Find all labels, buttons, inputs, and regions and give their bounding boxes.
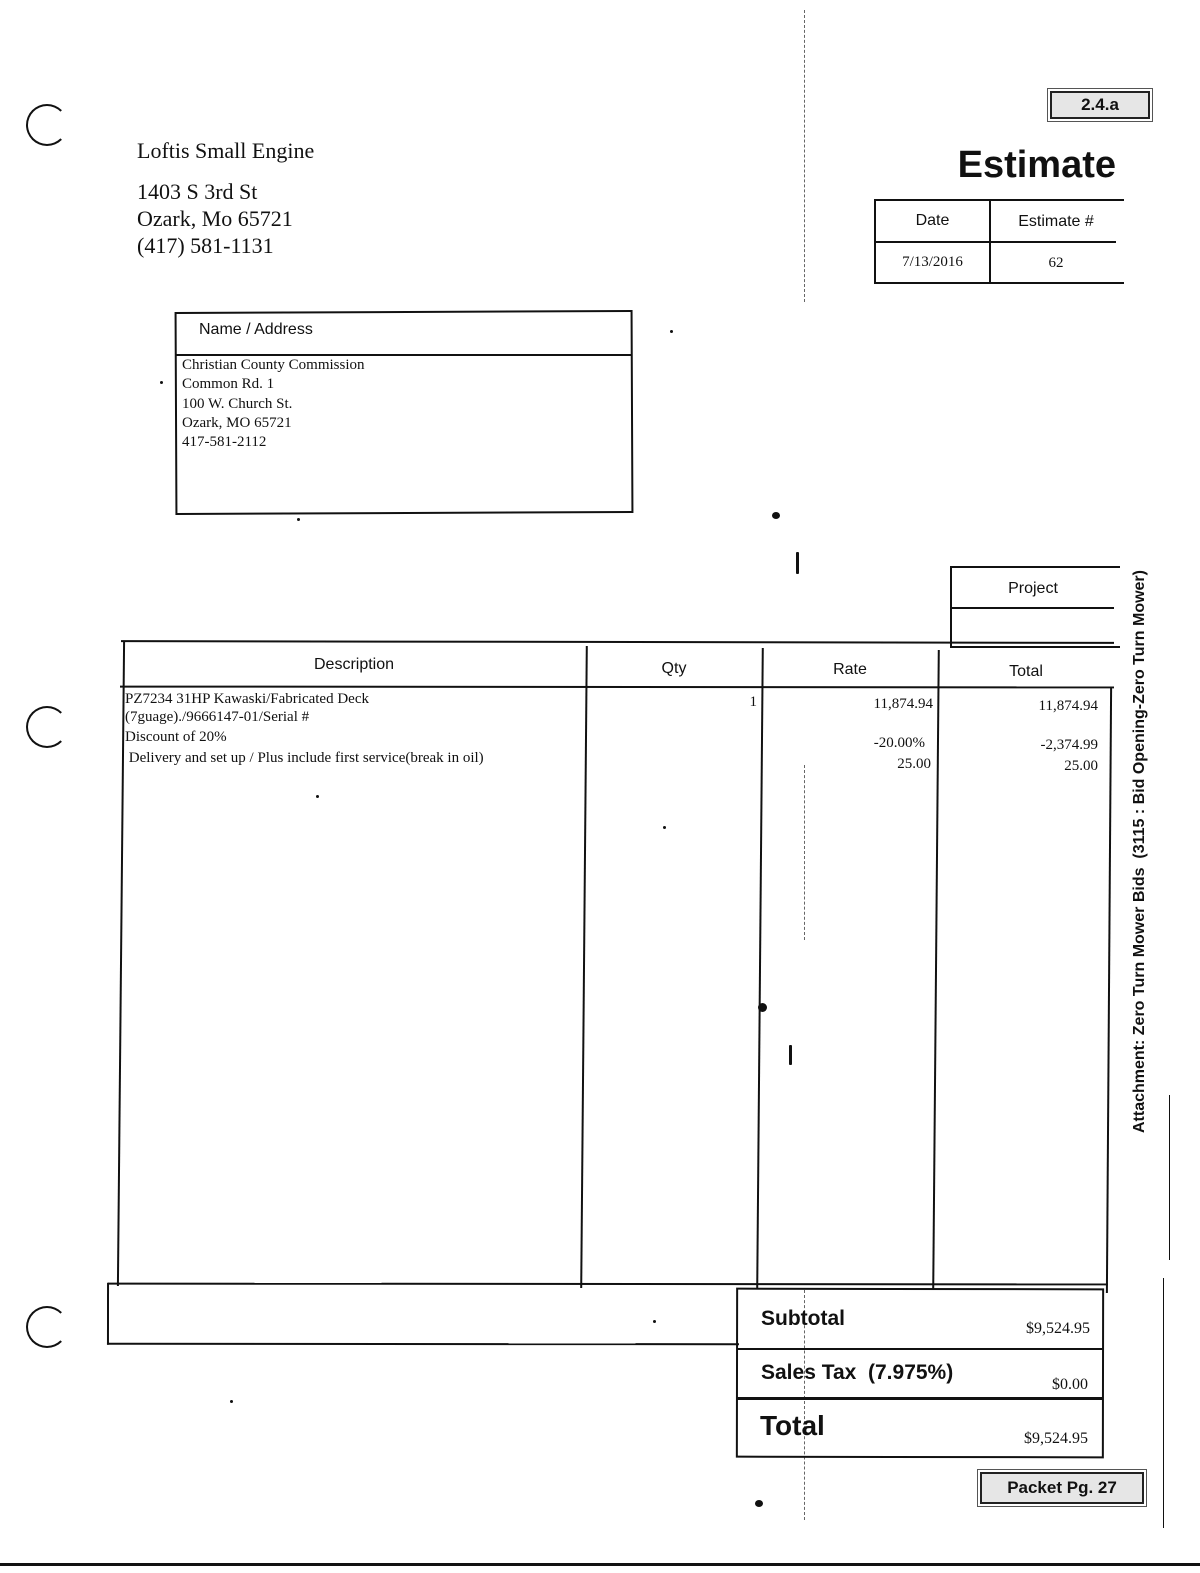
vendor-phone: (417) 581-1131 bbox=[137, 233, 274, 258]
binder-hole-bottom bbox=[26, 1306, 68, 1348]
packet-page-badge: Packet Pg. 27 bbox=[980, 1472, 1144, 1504]
estimate-number-value: 62 bbox=[1048, 255, 1064, 271]
column-header-qty: Qty bbox=[661, 660, 687, 677]
attachment-side-caption: Attachment: Zero Turn Mower Bids (3115 : Bid Opening-Zero Turn Mower) bbox=[1131, 570, 1148, 1133]
date-value: 7/13/2016 bbox=[902, 254, 963, 270]
line-item-total: 11,874.94 bbox=[1038, 698, 1098, 714]
column-header-description: Description bbox=[313, 656, 395, 673]
scan-speck bbox=[796, 552, 799, 574]
meta-divider bbox=[874, 241, 1116, 243]
line-item-description: PZ7234 31HP Kawaski/Fabricated Deck bbox=[125, 691, 369, 707]
line-item-qty: 1 bbox=[749, 694, 757, 710]
binder-hole-middle bbox=[26, 706, 68, 748]
scan-speck bbox=[755, 1500, 763, 1507]
totals-divider bbox=[737, 1397, 1103, 1400]
scan-edge-line bbox=[1169, 1095, 1170, 1260]
scan-speck bbox=[297, 518, 300, 521]
line-item-rate: 11,874.94 bbox=[873, 696, 933, 712]
totals-divider bbox=[737, 1348, 1103, 1350]
binder-hole-top bbox=[26, 104, 68, 146]
scan-artifact-line bbox=[804, 765, 805, 940]
scan-artifact-line bbox=[804, 10, 805, 302]
document-title: Estimate bbox=[957, 144, 1116, 186]
scan-speck bbox=[670, 330, 673, 333]
scan-speck bbox=[789, 1045, 792, 1065]
estimate-number-label: Estimate # bbox=[1018, 213, 1094, 230]
bill-to-line: Common Rd. 1 bbox=[182, 376, 275, 392]
vendor-address-line1: 1403 S 3rd St bbox=[137, 179, 258, 204]
scan-speck bbox=[230, 1400, 233, 1403]
date-label: Date bbox=[915, 212, 950, 229]
vendor-name: Loftis Small Engine bbox=[137, 138, 315, 163]
subtotal-label: Subtotal bbox=[761, 1307, 845, 1330]
items-table-divider-rate bbox=[756, 648, 764, 1288]
scan-speck bbox=[316, 795, 319, 798]
items-table-top-border bbox=[121, 640, 1114, 644]
bill-to-line: 100 W. Church St. bbox=[182, 396, 293, 412]
project-divider bbox=[950, 607, 1114, 609]
scan-edge-line bbox=[1163, 1278, 1164, 1528]
attachment-badge: 2.4.a bbox=[1050, 91, 1150, 119]
items-table-divider-qty bbox=[580, 646, 588, 1288]
bill-to-line: Ozark, MO 65721 bbox=[182, 415, 292, 431]
subtotal-value: $9,524.95 bbox=[1026, 1320, 1090, 1337]
sales-tax-value: $0.00 bbox=[1052, 1376, 1088, 1393]
line-item-rate: -20.00% bbox=[873, 735, 925, 751]
scan-speck bbox=[160, 381, 163, 384]
line-item-description-cont: (7guage)./9666147-01/Serial # bbox=[125, 709, 310, 725]
bill-to-line: 417-581-2112 bbox=[182, 434, 267, 450]
line-item-rate: 25.00 bbox=[897, 756, 931, 772]
bill-to-line: Christian County Commission bbox=[182, 357, 365, 373]
bill-to-divider bbox=[176, 354, 632, 356]
items-table-header-divider bbox=[120, 686, 1114, 689]
items-table-right-border bbox=[1106, 688, 1112, 1293]
vendor-address-line2: Ozark, Mo 65721 bbox=[137, 206, 293, 231]
scan-speck bbox=[663, 826, 666, 829]
line-item-description: Delivery and set up / Plus include first service(break in oil) bbox=[125, 750, 484, 766]
line-item-description: Discount of 20% bbox=[125, 729, 227, 745]
footer-note-box bbox=[107, 1283, 739, 1346]
page-bottom-border bbox=[0, 1563, 1200, 1566]
line-item-total: 25.00 bbox=[1064, 758, 1098, 774]
project-label: Project bbox=[1008, 580, 1058, 597]
column-header-total: Total bbox=[1009, 663, 1043, 680]
sales-tax-label: Sales Tax (7.975%) bbox=[761, 1361, 954, 1384]
items-table-left-border bbox=[117, 641, 125, 1286]
grand-total-label: Total bbox=[760, 1410, 825, 1441]
column-header-rate: Rate bbox=[833, 661, 867, 678]
bill-to-header: Name / Address bbox=[199, 321, 313, 338]
items-table-divider-total bbox=[932, 650, 940, 1290]
line-item-total: -2,374.99 bbox=[1040, 737, 1098, 753]
grand-total-value: $9,524.95 bbox=[1024, 1430, 1088, 1447]
scan-speck bbox=[772, 512, 780, 519]
